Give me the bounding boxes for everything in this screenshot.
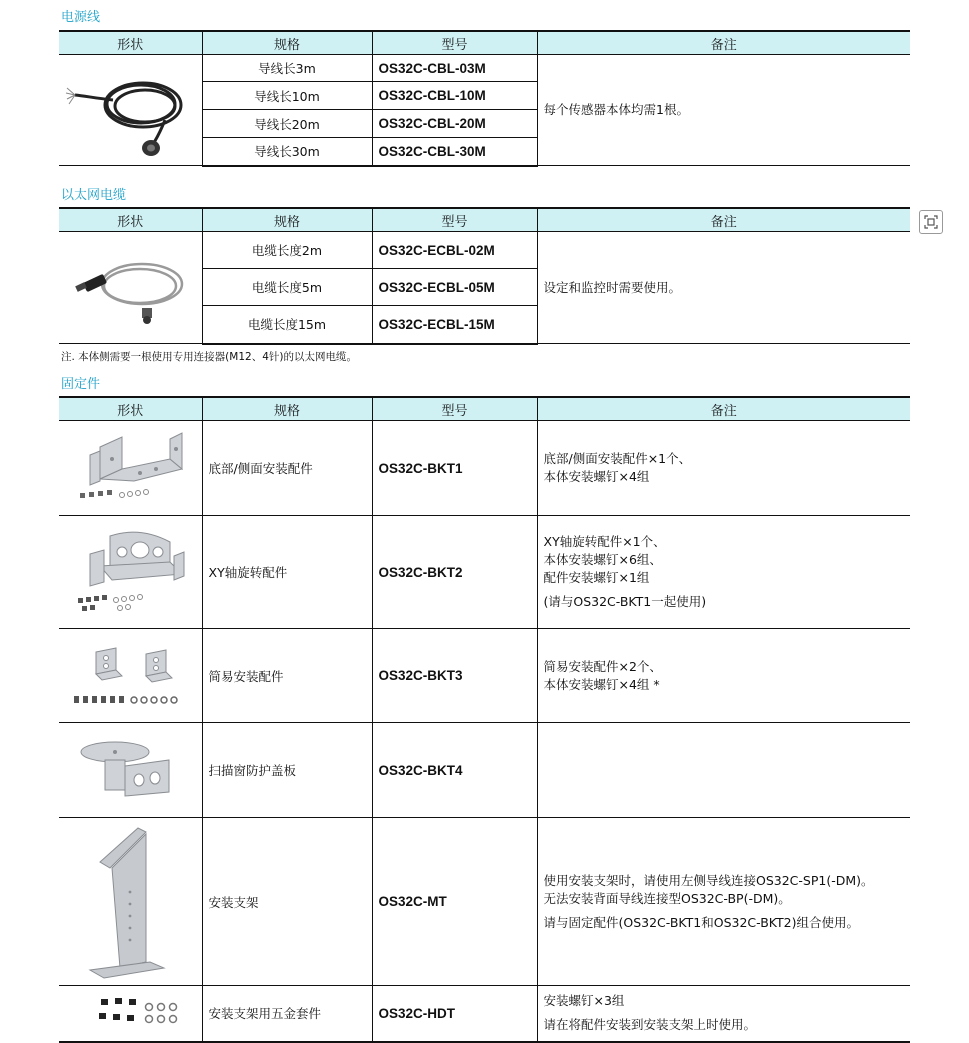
section-title-fixtures: 固定件 — [61, 377, 101, 392]
spec-cell: 扫描窗防护盖板 — [202, 723, 372, 818]
table-row — [59, 986, 910, 1042]
note-line: XY轴旋转配件×1个、 — [543, 534, 666, 549]
model-cell: OS32C-ECBL-02M — [372, 232, 537, 269]
bottom-side-bracket-image — [59, 421, 202, 516]
header-model: 型号 — [372, 397, 537, 421]
section-title-power-cable: 电源线 — [61, 10, 101, 25]
table-row — [59, 818, 910, 986]
header-shape: 形状 — [59, 31, 202, 55]
table-row — [59, 723, 910, 818]
model-cell: OS32C-BKT4 — [372, 723, 537, 818]
table-header-row — [59, 208, 910, 232]
spec-cell: 电缆长度5m — [202, 269, 372, 306]
spec-cell: 电缆长度2m — [202, 232, 372, 269]
note-cell: 每个传感器本体均需1根。 — [537, 55, 910, 166]
note-line: 使用安装支架时，请使用左侧导线连接OS32C-SP1(-DM)。 — [543, 872, 874, 888]
note-extra: 请与固定配件(OS32C-BKT1和OS32C-BKT2)组合使用。 — [543, 914, 859, 930]
note-line: 本体安装螺钉×6组、 — [543, 552, 662, 567]
note-cell — [537, 421, 910, 516]
note-line: 底部/侧面安装配件×1个、 — [543, 451, 692, 466]
note-cell — [537, 516, 910, 629]
hardware-kit-image — [59, 986, 202, 1042]
header-model: 型号 — [372, 31, 537, 55]
note-cell — [537, 986, 910, 1042]
header-model: 型号 — [372, 208, 537, 232]
table-row — [59, 232, 910, 269]
model-cell: OS32C-BKT2 — [372, 516, 537, 629]
scan-window-cover-image — [59, 723, 202, 818]
table-header-row — [59, 31, 910, 55]
power-cable-image — [59, 55, 202, 166]
table-row — [59, 421, 910, 516]
note-line: 安装螺钉×3组 — [543, 993, 625, 1009]
mounting-stand-image — [59, 818, 202, 986]
header-note: 备注 — [537, 208, 910, 232]
model-cell: OS32C-ECBL-15M — [372, 306, 537, 344]
model-cell: OS32C-HDT — [372, 986, 537, 1042]
model-cell: OS32C-CBL-20M — [372, 110, 537, 138]
model-cell: OS32C-MT — [372, 818, 537, 986]
ethernet-cable-image — [59, 232, 202, 344]
header-spec: 规格 — [202, 397, 372, 421]
note-cell: 设定和监控时需要使用。 — [537, 232, 910, 344]
note-extra: 请在将配件安装到安装支架上时使用。 — [543, 1017, 757, 1033]
note-cell — [537, 629, 910, 723]
note-cell — [537, 723, 910, 818]
model-cell: OS32C-BKT1 — [372, 421, 537, 516]
note-line: 无法安装背面导线连接型OS32C-BP(-DM)。 — [543, 890, 791, 906]
model-cell: OS32C-CBL-03M — [372, 55, 537, 82]
model-cell: OS32C-ECBL-05M — [372, 269, 537, 306]
table-header-row — [59, 397, 910, 421]
xy-rotation-bracket-image — [59, 516, 202, 629]
model-cell: OS32C-CBL-30M — [372, 138, 537, 166]
footnote: 注. 本体侧需要一根使用专用连接器(M12、4针)的以太网电缆。 — [61, 351, 357, 363]
power-cable-table — [59, 30, 910, 167]
section-title-ethernet-cable: 以太网电缆 — [61, 188, 127, 203]
note-line: 简易安装配件×2个、 — [543, 658, 662, 674]
spec-cell: 安装支架 — [202, 818, 372, 986]
spec-cell: XY轴旋转配件 — [202, 516, 372, 629]
model-cell: OS32C-CBL-10M — [372, 82, 537, 110]
qr-scan-icon[interactable] — [919, 210, 943, 234]
note-cell — [537, 818, 910, 986]
header-shape: 形状 — [59, 208, 202, 232]
spec-cell: 简易安装配件 — [202, 629, 372, 723]
table-row — [59, 516, 910, 629]
simple-bracket-image — [59, 629, 202, 723]
spec-cell: 导线长30m — [202, 138, 372, 166]
table-row — [59, 629, 910, 723]
header-spec: 规格 — [202, 31, 372, 55]
model-cell: OS32C-BKT3 — [372, 629, 537, 723]
table-row — [59, 55, 910, 82]
spec-cell: 导线长10m — [202, 82, 372, 110]
note-line: 本体安装螺钉×4组 — [543, 469, 650, 484]
header-note: 备注 — [537, 397, 910, 421]
header-spec: 规格 — [202, 208, 372, 232]
spec-cell: 安装支架用五金套件 — [202, 986, 372, 1042]
header-shape: 形状 — [59, 397, 202, 421]
note-line: 配件安装螺钉×1组 — [543, 570, 650, 585]
spec-cell: 导线长20m — [202, 110, 372, 138]
note-extra: (请与OS32C-BKT1一起使用) — [543, 594, 707, 609]
fixtures-table — [59, 396, 910, 1043]
spec-cell: 电缆长度15m — [202, 306, 372, 344]
spec-cell: 导线长3m — [202, 55, 372, 82]
header-note: 备注 — [537, 31, 910, 55]
ethernet-cable-table — [59, 207, 910, 345]
note-line: 本体安装螺钉×4组 * — [543, 676, 660, 692]
spec-cell: 底部/侧面安装配件 — [202, 421, 372, 516]
